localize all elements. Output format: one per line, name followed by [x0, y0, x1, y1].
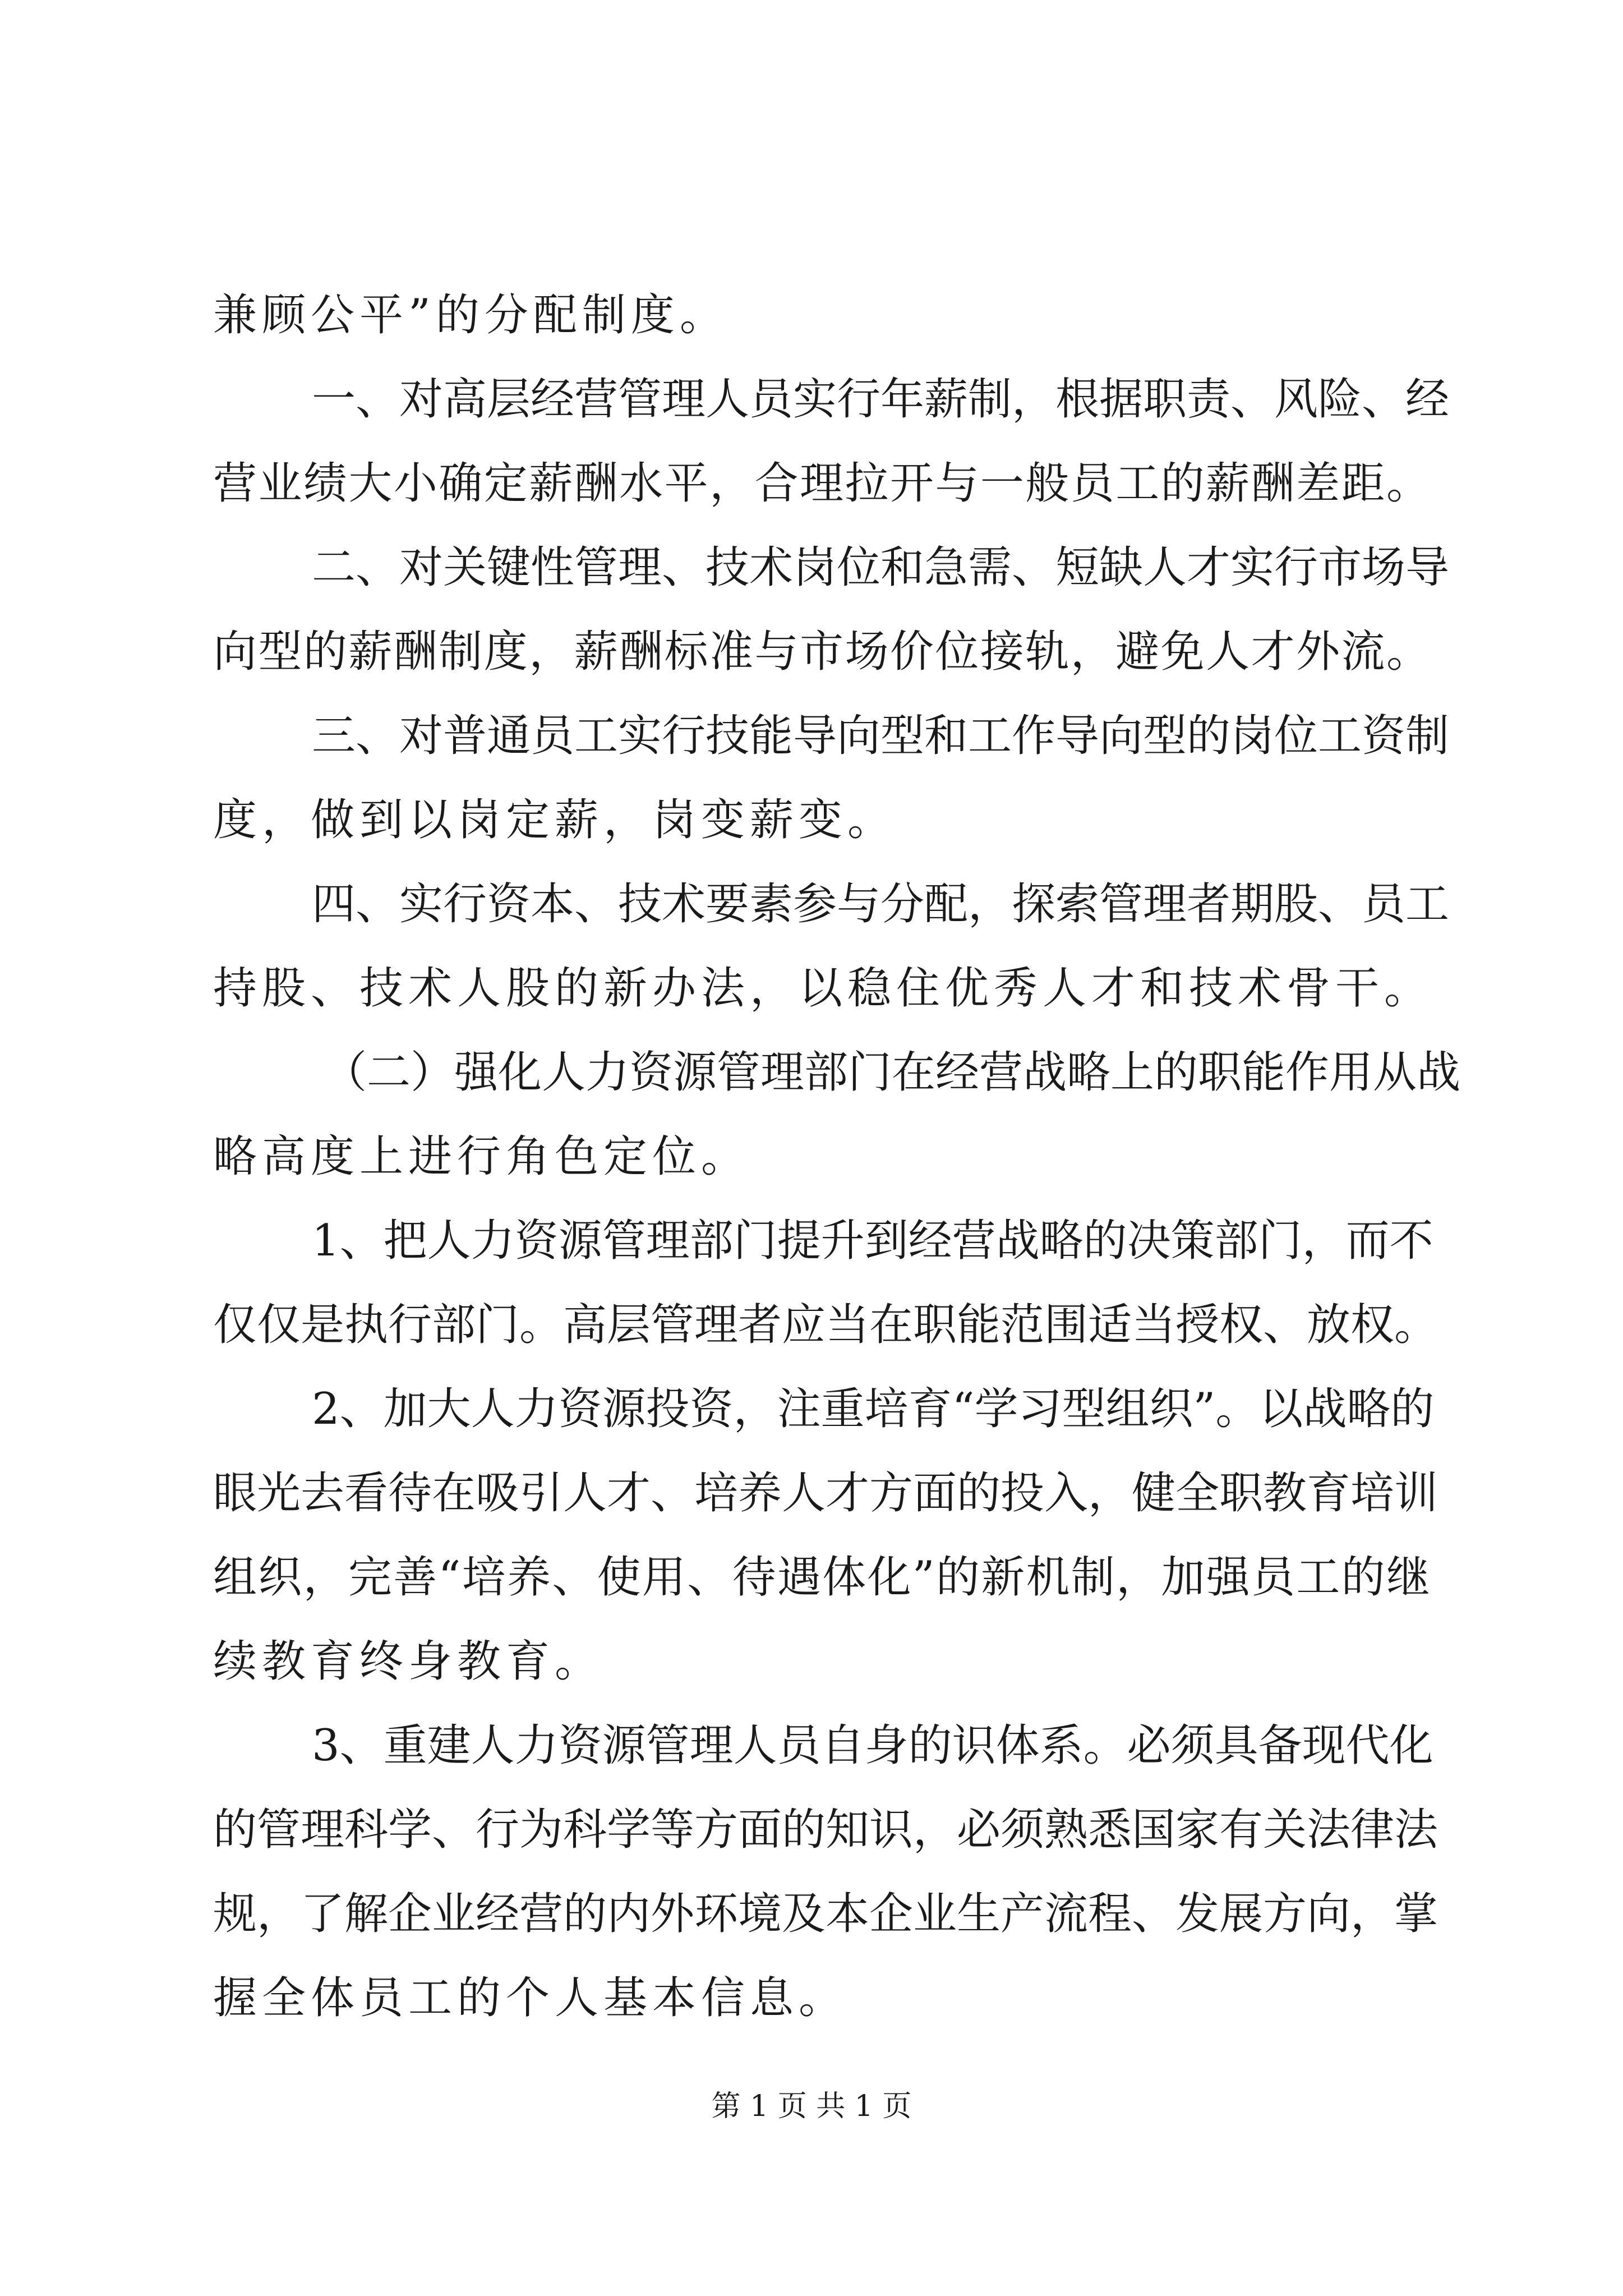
text-line: 三、对普通员工实行技能导向型和工作导向型的岗位工资制	[312, 711, 1450, 761]
text-line: 向型的薪酬制度，薪酬标准与市场价位接轨，避免人才外流。	[213, 627, 1430, 677]
text-line: 规，了解企业经营的内外环境及本企业生产流程、发展方向，掌	[213, 1889, 1438, 1939]
text-line: 度，做到以岗定薪，岗变薪变。	[213, 795, 897, 845]
text-line: 营业绩大小确定薪酬水平，合理拉开与一般员工的薪酬差距。	[213, 458, 1430, 509]
text-line: 续教育终身教育。	[213, 1636, 604, 1687]
text-line: 略高度上进行角色定位。	[213, 1131, 750, 1182]
text-line: 仅仅是执行部门。高层管理者应当在职能范围适当授权、放权。	[213, 1300, 1438, 1350]
text-line: 四、实行资本、技术要素参与分配，探索管理者期股、员工	[312, 879, 1450, 930]
text-line: 的管理科学、行为科学等方面的知识，必须熟悉国家有关法律法	[213, 1805, 1438, 1855]
text-line: 二、对关键性管理、技术岗位和急需、短缺人才实行市场导	[312, 542, 1450, 593]
text-line: 1、把人力资源管理部门提升到经营战略的决策部门，而不	[312, 1216, 1433, 1266]
text-line: 握全体员工的个人基本信息。	[213, 1973, 848, 2023]
document-body	[213, 273, 1461, 2040]
text-line: 持股、技术人股的新办法，以稳住优秀人才和技术骨干。	[213, 963, 1433, 1014]
text-line: 眼光去看待在吸引人才、培养人才方面的投入，健全职教育培训	[213, 1468, 1438, 1519]
text-line: 3、重建人力资源管理人员自身的识体系。必须具备现代化	[312, 1720, 1433, 1771]
text-line: 兼顾公平”的分配制度。	[213, 290, 728, 341]
text-line: 2、加大人力资源投资，注重培育“学习型组织”。以战略的	[312, 1384, 1435, 1434]
page-number-footer: 第 1 页 共 1 页	[711, 2090, 912, 2123]
text-line: 组织，完善“培养、使用、待遇体化”的新机制，加强员工的继	[213, 1552, 1430, 1603]
text-line: （二）强化人力资源管理部门在经营战略上的职能作用从战	[323, 1047, 1461, 1098]
text-line: 一、对高层经营管理人员实行年薪制，根据职责、风险、经	[312, 374, 1450, 425]
